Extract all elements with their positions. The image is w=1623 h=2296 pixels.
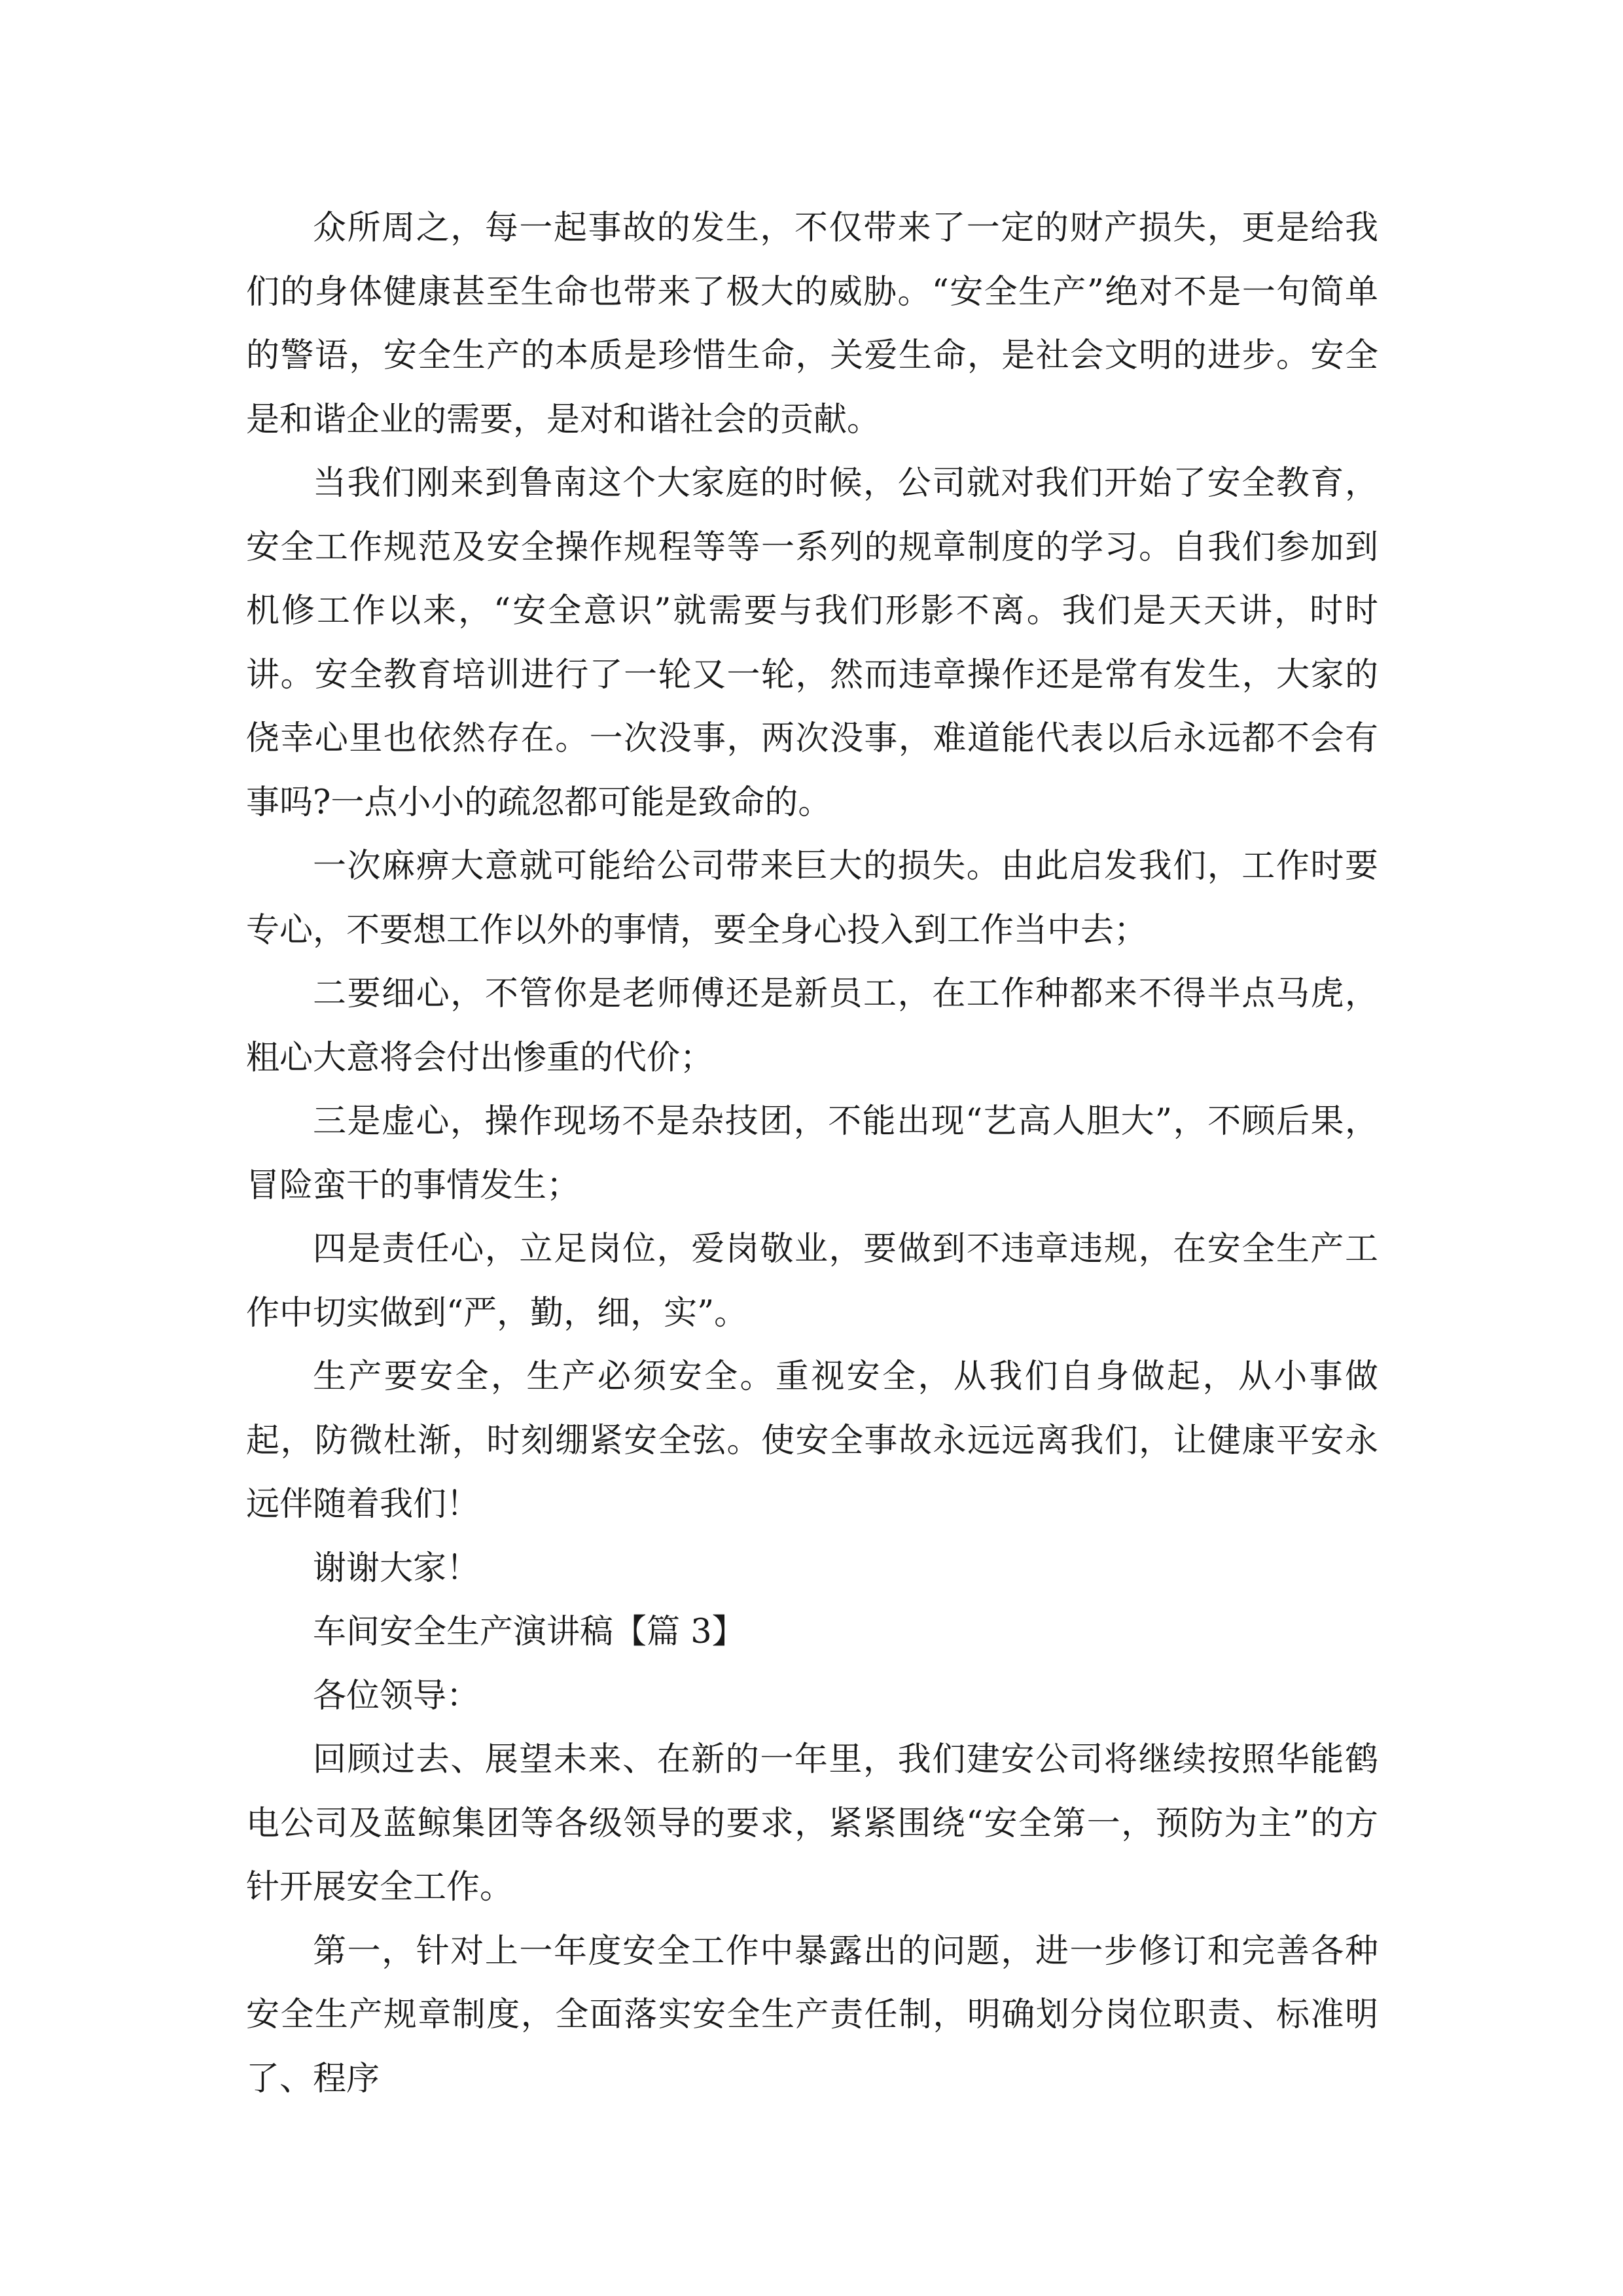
paragraph: 三是虚心，操作现场不是杂技团，不能出现“艺高人胆大”，不顾后果，冒险蛮干的事情发生； <box>246 1102 1378 1205</box>
closing-line: 谢谢大家！ <box>313 1549 480 1588</box>
paragraph: 一次麻痹大意就可能给公司带来巨大的损失。由此启发我们，工作时要专心，不要想工作以外的事情，要全身心投入到工作当中去； <box>246 847 1378 950</box>
paragraph: 众所周之，每一起事故的发生，不仅带来了一定的财产损失，更是给我们的身体健康甚至生命也带来了极大的威胁。“安全生产”绝对不是一句简单的警语，安全生产的本质是珍惜生命，关爱生命，是社会文明的进步。安全是和谐企业的需要，是对和谐社会的贡献。 <box>246 209 1378 439</box>
section-heading: 车间安全生产演讲稿【篇 3】 <box>313 1613 745 1651</box>
paragraph: 生产要安全，生产必须安全。重视安全，从我们自身做起，从小事做起，防微杜渐，时刻绷紧安全弦。使安全事故永远远离我们，让健康平安永远伴随着我们！ <box>246 1357 1378 1524</box>
paragraph: 第一，针对上一年度安全工作中暴露出的问题，进一步修订和完善各种安全生产规章制度，全面落实安全生产责任制，明确划分岗位职责、标准明了、程序 <box>246 1931 1378 2098</box>
paragraph: 回顾过去、展望未来、在新的一年里，我们建安公司将继续按照华能鹤电公司及蓝鲸集团等各级领导的要求，紧紧围绕“安全第一，预防为主”的方针开展安全工作。 <box>246 1740 1378 1907</box>
paragraph: 四是责任心，立足岗位，爱岗敬业，要做到不违章违规，在安全生产工作中切实做到“严，勤，细，实”。 <box>246 1230 1378 1333</box>
salutation: 各位领导： <box>313 1676 480 1715</box>
document-body <box>246 196 1378 2111</box>
paragraph: 当我们刚来到鲁南这个大家庭的时候，公司就对我们开始了安全教育，安全工作规范及安全操作规程等等一系列的规章制度的学习。自我们参加到机修工作以来，“安全意识”就需要与我们形影不离。我们是天天讲，时时讲。安全教育培训进行了一轮又一轮，然而违章操作还是常有发生，大家的侥幸心里也依然存在。一次没事，两次没事，难道能代表以后永远都不会有事吗?一点小小的疏忽都可能是致命的。 <box>246 464 1378 822</box>
paragraph: 二要细心，不管你是老师傅还是新员工，在工作种都来不得半点马虎，粗心大意将会付出惨重的代价； <box>246 975 1378 1077</box>
